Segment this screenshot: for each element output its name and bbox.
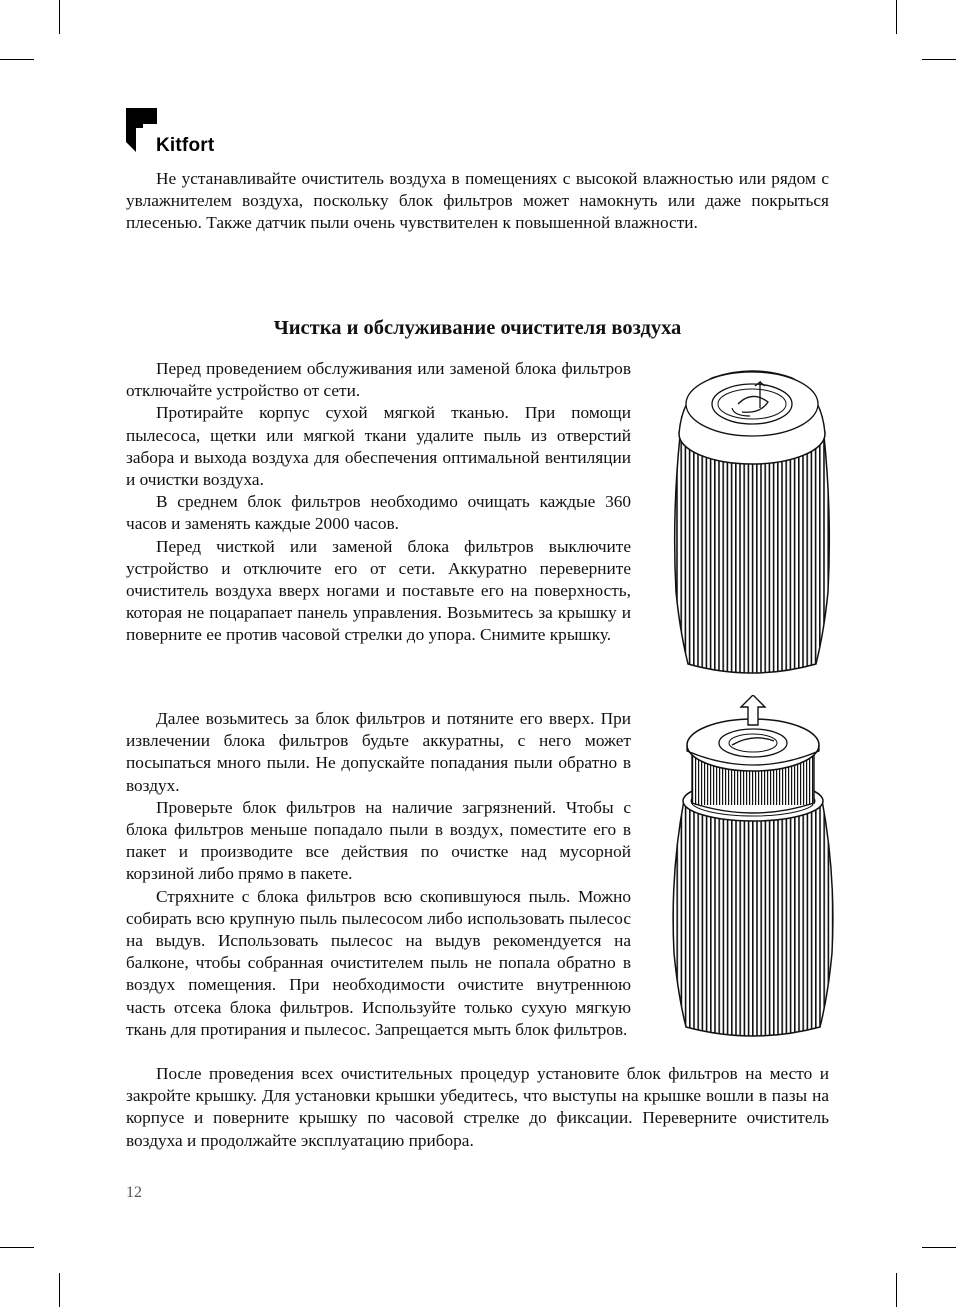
text-column-1 bbox=[126, 358, 631, 647]
text-bottom bbox=[126, 1063, 829, 1152]
crop-mark bbox=[0, 59, 34, 60]
crop-mark bbox=[896, 1273, 897, 1307]
section-heading: Чистка и обслуживание очистителя воздуха bbox=[273, 317, 682, 339]
paragraph: Протирайте корпус сухой мягкой тканью. При помощи пылесоса, щетки или мягкой ткани удалите пыль из отверстий забора и выхода воздуха для обеспечения оптимальной вентиляции и очистки воздуха. bbox=[126, 403, 631, 490]
crop-mark bbox=[59, 0, 60, 34]
crop-mark bbox=[922, 59, 956, 60]
page-number: 12 bbox=[126, 1184, 142, 1201]
crop-mark bbox=[922, 1247, 956, 1248]
logo-text: Kitfort bbox=[156, 135, 215, 156]
paragraph: Проверьте блок фильтров на наличие загрязнений. Чтобы с блока фильтров меньше попадало пыли в воздух, поместите его в пакет и производите все действия по очистке над мусорной корзиной либо прямо в пакете. bbox=[126, 797, 631, 884]
kitfort-logo bbox=[126, 108, 236, 158]
paragraph: Далее возьмитесь за блок фильтров и потяните его вверх. При извлечении блока фильтров будьте аккуратны, с него может посыпаться много пыли. Не допускайте попадания пыли обратно в воздух. bbox=[126, 709, 631, 795]
text-column-2 bbox=[126, 708, 631, 1041]
paragraph: Перед чисткой или заменой блока фильтров выключите устройство и отключите его от сети. Аккуратно переверните очиститель воздуха вверх ногами и поставьте его на поверхность, которая не поцарапает панель управления. Возьмитесь за крышку и поверните ее против часовой стрелки до упора. Снимите крышку. bbox=[126, 536, 631, 645]
crop-mark bbox=[0, 1247, 34, 1248]
purifier-lid-illustration bbox=[672, 364, 832, 674]
paragraph: Стряхните с блока фильтров всю скопившуюся пыль. Можно собирать всю крупную пыль пылесосом либо использовать пылесос на выдув. Использовать пылесос на выдув рекомендуется на балконе, чтобы собранная очистителем пыль не попала обратно в воздух помещения. При необходимости очистите внутреннюю часть отсека блока фильтров. Используйте только сухую мягкую ткань для протирания и пылесос. Запрещается мыть блок фильтров. bbox=[126, 886, 631, 1039]
paragraph: Перед проведением обслуживания или заменой блока фильтров отключайте устройство от сети. bbox=[126, 359, 631, 401]
crop-mark bbox=[59, 1273, 60, 1307]
paragraph: В среднем блок фильтров необходимо очищать каждые 360 часов и заменять каждые 2000 часов. bbox=[126, 492, 631, 534]
logo-mark-icon bbox=[126, 108, 160, 158]
intro-text bbox=[126, 168, 829, 235]
crop-mark bbox=[896, 0, 897, 34]
paragraph: После проведения всех очистительных процедур установите блок фильтров на место и закройте крышку. Для установки крышки убедитесь, что выступы на крышке вошли в пазы на корпусе и поверните крышку по часовой стрелке до фиксации. Переверните очиститель воздуха и продолжайте эксплуатацию прибора. bbox=[126, 1064, 829, 1150]
purifier-filter-illustration bbox=[668, 695, 838, 1040]
paragraph: Не устанавливайте очиститель воздуха в помещениях с высокой влажностью или рядом с увлажнителем воздуха, поскольку блок фильтров может намокнуть или даже покрыться плесенью. Также датчик пыли очень чувствителен к повышенной влажности. bbox=[126, 169, 829, 233]
